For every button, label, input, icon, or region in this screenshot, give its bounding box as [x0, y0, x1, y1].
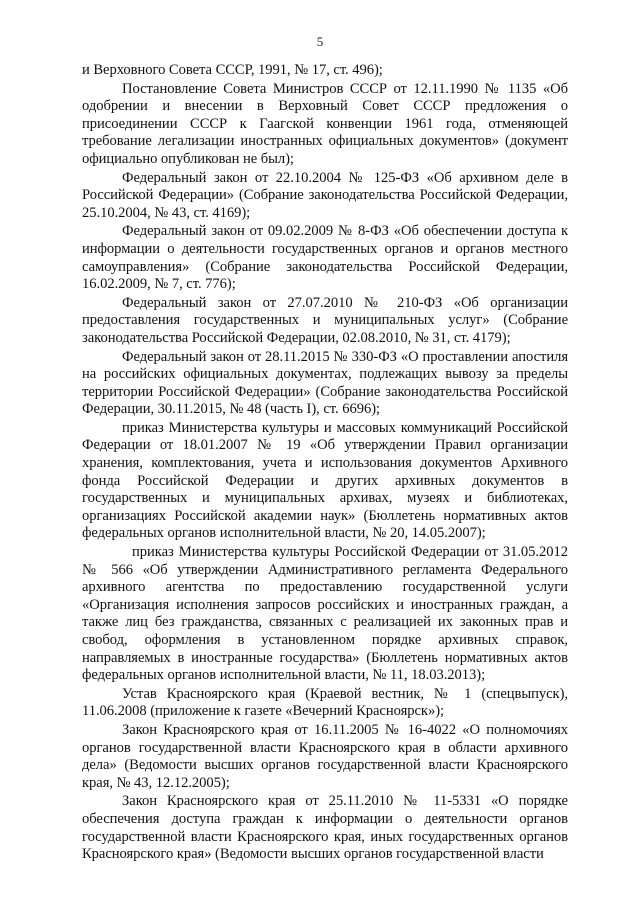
paragraph: Федеральный закон от 09.02.2009 № 8-ФЗ «Об обеспечении доступа к информации о деятельности государственных органов и органов местного самоуправления» (Собрание законодательства Российской Федерации, 16.02.2009, № 7, ст. 776); — [82, 223, 568, 293]
paragraph: Постановление Совета Министров СССР от 12.11.1990 № 1135 «Об одобрении и внесении в Верховный Совет СССР предложения о присоединении СССР к Гаагской конвенции 1961 года, отменяющей требование легализации иностранных официальных документов» (документ официально опубликован не был); — [82, 80, 568, 167]
paragraph: Закон Красноярского края от 16.11.2005 № 16-4022 «О полномочиях органов государственной власти Красноярского края в области архивного дела» (Ведомости высших органов государственной власти Красноярского края, № 43, 12.12.2005); — [82, 721, 568, 791]
paragraph: и Верховного Совета СССР, 1991, № 17, ст. 496); — [82, 62, 383, 78]
paragraph: Закон Красноярского края от 25.11.2010 № 11-5331 «О порядке обеспечения доступа граждан к информации о деятельности органов государственной власти Красноярского края, иных государственных органов Красноярского края» (Ведомости высших органов государственной власти — [82, 793, 568, 863]
page-number: 5 — [316, 34, 324, 49]
paragraph: Устав Красноярского края (Краевой вестник, № 1 (спецвыпуск), 11.06.2008 (приложение к газете «Вечерний Красноярск»); — [82, 685, 568, 720]
document-body — [82, 62, 568, 865]
paragraph: Федеральный закон от 28.11.2015 № 330-ФЗ «О проставлении апостиля на российских официальных документах, подлежащих вывозу за пределы территории Российской Федерации» (Собрание законодательства Российской Федерации, 30.11.2015, № 48 (часть I), ст. 6696); — [82, 348, 568, 418]
paragraph: приказ Министерства культуры и массовых коммуникаций Российской Федерации от 18.01.2007 № 19 «Об утверждении Правил организации хранения, комплектования, учета и использования документов Архивного фонда Российской Федерации и других архивных документов в государственных и муниципальных архивах, музеях и библиотеках, организациях Российской академии наук» (Бюллетень нормативных актов федеральных органов исполнительной власти, № 20, 14.05.2007); — [82, 419, 568, 542]
paragraph: Федеральный закон от 27.07.2010 № 210-ФЗ «Об организации предоставления государственных и муниципальных услуг» (Собрание законодательства Российской Федерации, 02.08.2010, № 31, ст. 4179); — [82, 294, 568, 346]
paragraph: Федеральный закон от 22.10.2004 № 125-ФЗ «Об архивном деле в Российской Федерации» (Собрание законодательства Российской Федерации, 25.10.2004, № 43, ст. 4169); — [82, 169, 568, 221]
paragraph: приказ Министерства культуры Российской Федерации от 31.05.2012 № 566 «Об утверждении Административного регламента Федерального архивного агентства по предоставлению государственной услуги «Организация исполнения запросов российских и иностранных граждан, а также лиц без гражданства, связанных с реализацией их законных прав и свобод, оформления в установленном порядке архивных справок, направляемых в иностранные государства» (Бюллетень нормативных актов федеральных органов исполнительной власти, № 11, 18.03.2013); — [82, 544, 568, 684]
